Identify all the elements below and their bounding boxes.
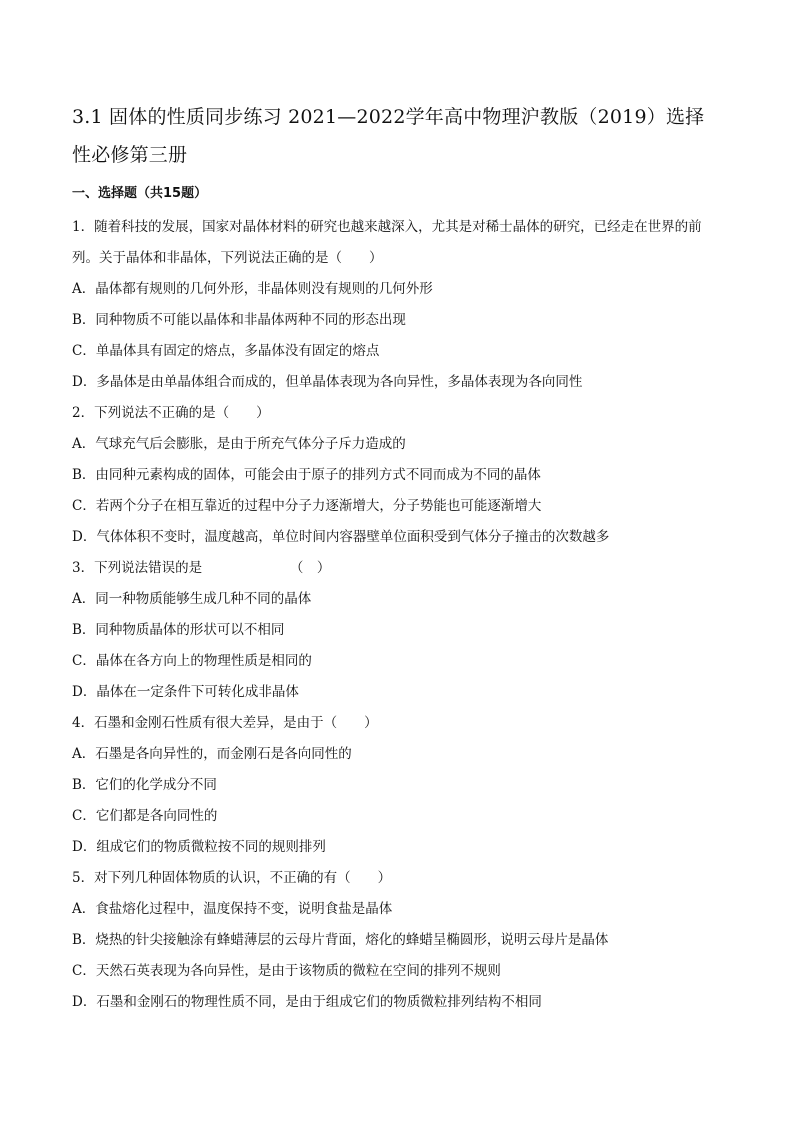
page-title: 3.1 固体的性质同步练习 2021—2022学年高中物理沪教版（2019）选择性必修第三册: [72, 106, 705, 166]
option-d: D．气体体积不变时，温度越高，单位时间内容器壁单位面积受到气体分子撞击的次数越多: [72, 529, 610, 545]
option-b: B．由同种元素构成的固体，可能会由于原子的排列方式不同而成为不同的晶体: [72, 467, 541, 483]
option-b: B．同种物质不可能以晶体和非晶体两种不同的形态出现: [72, 312, 406, 328]
section-heading: 一、选择题（共15题）: [72, 186, 208, 201]
question-stem: 1．随着科技的发展，国家对晶体材料的研究也越来越深入，尤其是对稀士晶体的研究，已经走在世界的前列。关于晶体和非晶体，下列说法正确的是（ ）: [72, 219, 702, 266]
question-2: [72, 398, 722, 553]
question-stem: 2．下列说法不正确的是（ ）: [72, 405, 270, 421]
option-b: B．烧热的针尖接触涂有蜂蜡薄层的云母片背面，熔化的蜂蜡呈椭圆形，说明云母片是晶体: [72, 932, 609, 948]
option-d: D．多晶体是由单晶体组合而成的，但单晶体表现为各向异性，多晶体表现为各向同性: [72, 374, 583, 390]
option-a: A．石墨是各向异性的，而金刚石是各向同性的: [72, 746, 352, 762]
question-5: [72, 863, 722, 1018]
option-a: A．食盐熔化过程中，温度保持不变，说明食盐是晶体: [72, 901, 393, 917]
option-c: C．天然石英表现为各向异性，是由于该物质的微粒在空间的排列不规则: [72, 963, 501, 979]
document-page: [72, 98, 722, 1018]
option-c: C．单晶体具有固定的熔点，多晶体没有固定的熔点: [72, 343, 380, 359]
option-b: B．同种物质晶体的形状可以不相同: [72, 622, 285, 638]
question-stem: 3．下列说法错误的是 （ ）: [72, 560, 331, 576]
question-4: [72, 708, 722, 863]
option-c: C．若两个分子在相互靠近的过程中分子力逐渐增大，分子势能也可能逐渐增大: [72, 498, 542, 514]
option-d: D．晶体在一定条件下可转化成非晶体: [72, 684, 299, 700]
option-a: A．气球充气后会膨胀，是由于所充气体分子斥力造成的: [72, 436, 406, 452]
option-a: A．同一种物质能够生成几种不同的晶体: [72, 591, 312, 607]
option-d: D．石墨和金刚石的物理性质不同，是由于组成它们的物质微粒排列结构不相同: [72, 994, 542, 1010]
question-stem: 4．石墨和金刚石性质有很大差异，是由于（ ）: [72, 715, 378, 731]
option-b: B．它们的化学成分不同: [72, 777, 217, 793]
option-c: C．晶体在各方向上的物理性质是相同的: [72, 653, 312, 669]
question-stem: 5．对下列几种固体物质的认识，不正确的有（ ）: [72, 870, 392, 886]
option-c: C．它们都是各向同性的: [72, 808, 218, 824]
question-1: [72, 212, 722, 398]
option-d: D．组成它们的物质微粒按不同的规则排列: [72, 839, 326, 855]
option-a: A．晶体都有规则的几何外形，非晶体则没有规则的几何外形: [72, 281, 433, 297]
question-3: [72, 553, 722, 708]
